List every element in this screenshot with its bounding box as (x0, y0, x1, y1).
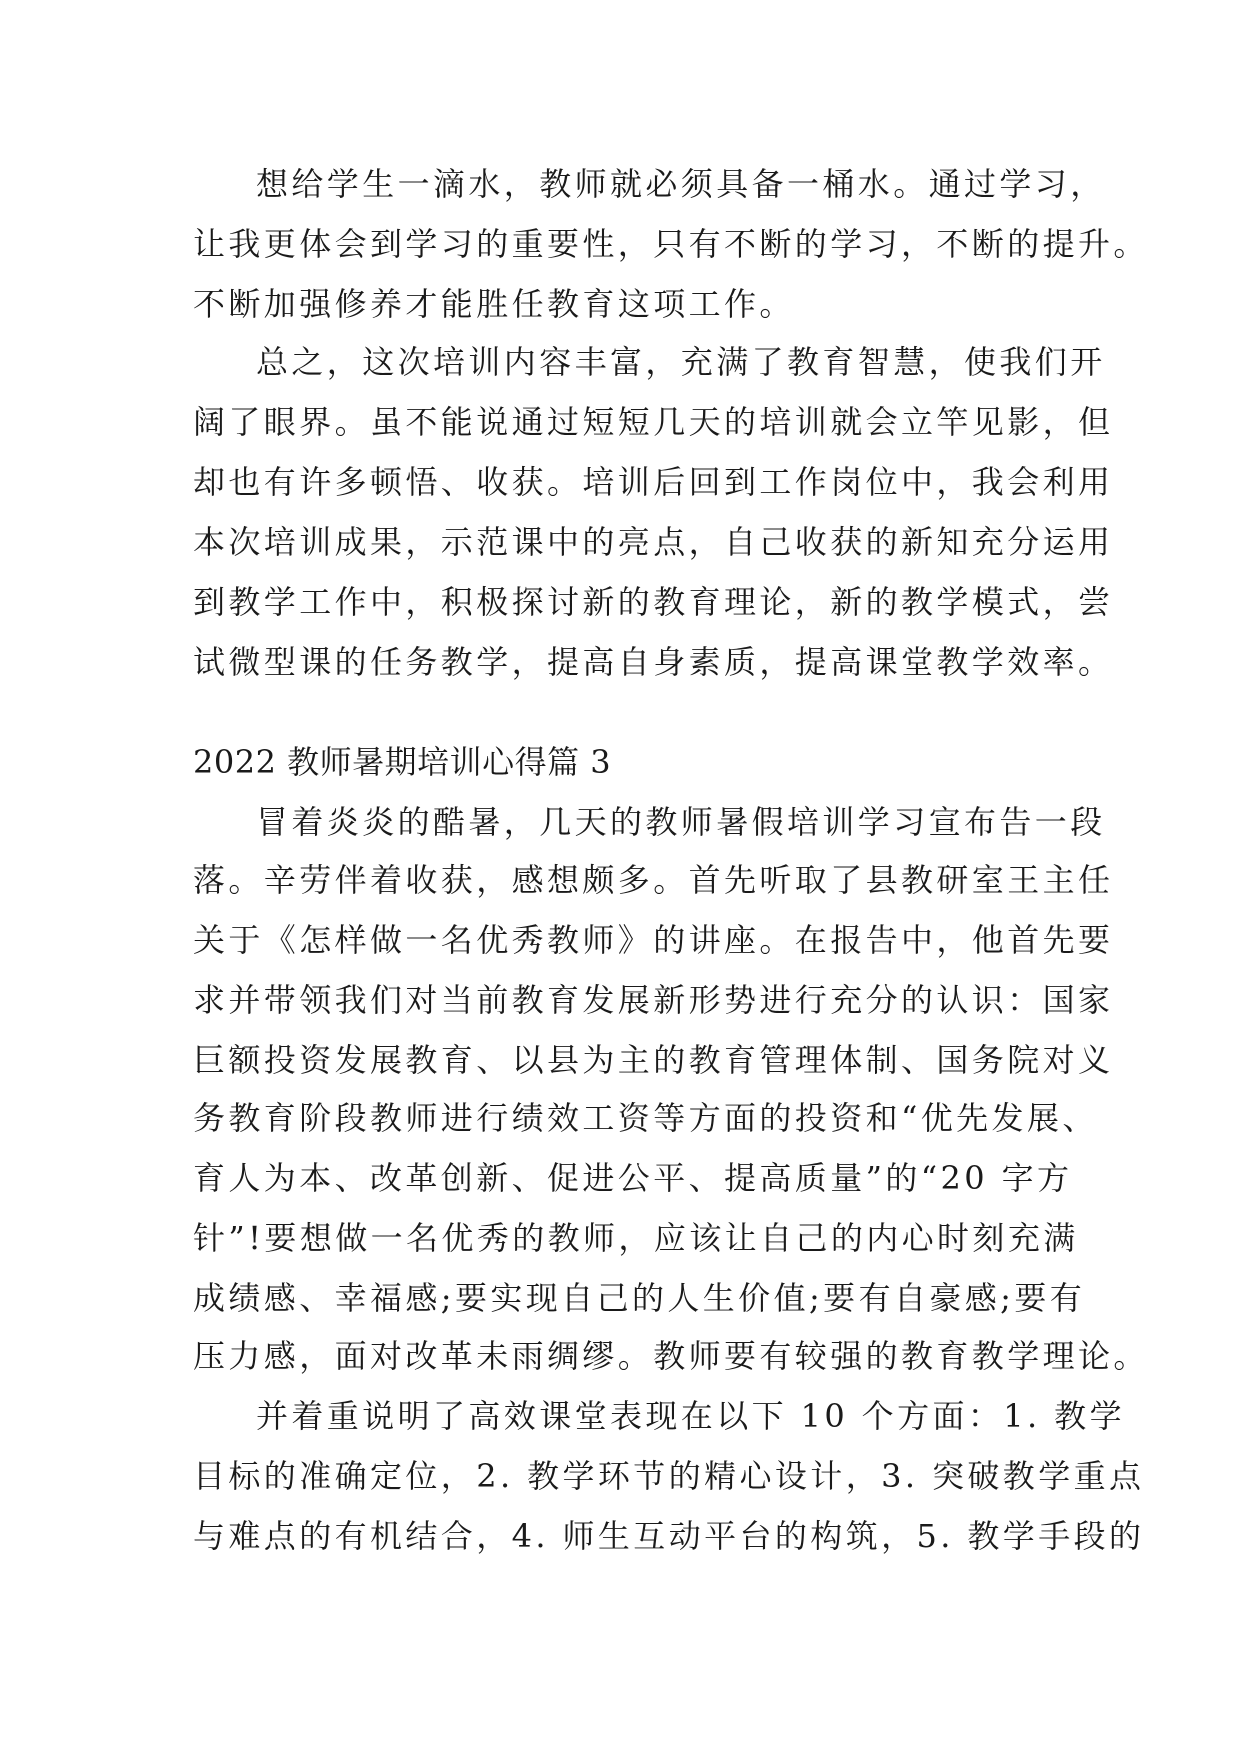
paragraph-line: 本次培训成果，示范课中的亮点，自己收获的新知充分运用 (193, 523, 1114, 561)
paragraph-line: 不断加强修养才能胜任教育这项工作。 (193, 285, 795, 323)
paragraph-line: 落。辛劳伴着收获，感想颇多。首先听取了县教研室王主任 (193, 861, 1114, 899)
section-heading: 2022 教师暑期培训心得篇 3 (193, 743, 612, 781)
paragraph-line: 关于《怎样做一名优秀教师》的讲座。在报告中，他首先要 (193, 921, 1114, 959)
paragraph-line: 针”!要想做一名优秀的教师，应该让自己的内心时刻充满 (193, 1219, 1079, 1257)
paragraph-line: 阔了眼界。虽不能说通过短短几天的培训就会立竿见影，但 (193, 403, 1114, 441)
paragraph-line: 让我更体会到学习的重要性，只有不断的学习，不断的提升。 (193, 225, 1149, 263)
paragraph-line: 却也有许多顿悟、收获。培训后回到工作岗位中，我会利用 (193, 463, 1114, 501)
paragraph-line: 压力感，面对改革未雨绸缪。教师要有较强的教育教学理论。 (193, 1337, 1149, 1375)
paragraph-line: 目标的准确定位，2. 教学环节的精心设计，3. 突破教学重点 (193, 1457, 1145, 1495)
paragraph-line: 总之，这次培训内容丰富，充满了教育智慧，使我们开 (256, 343, 1106, 381)
paragraph-line: 到教学工作中，积极探讨新的教育理论，新的教学模式，尝 (193, 583, 1114, 621)
paragraph-line: 想给学生一滴水，教师就必须具备一桶水。通过学习， (256, 165, 1106, 203)
paragraph-line: 巨额投资发展教育、以县为主的教育管理体制、国务院对义 (193, 1041, 1114, 1079)
paragraph-line: 冒着炎炎的酷暑，几天的教师暑假培训学习宣布告一段 (256, 803, 1106, 841)
paragraph-line: 育人为本、改革创新、促进公平、提高质量”的“20 字方 (193, 1159, 1073, 1197)
paragraph-line: 试微型课的任务教学，提高自身素质，提高课堂教学效率。 (193, 643, 1114, 681)
paragraph-line: 务教育阶段教师进行绩效工资等方面的投资和“优先发展、 (193, 1099, 1098, 1137)
paragraph-line: 成绩感、幸福感;要实现自己的人生价值;要有自豪感;要有 (193, 1279, 1086, 1317)
paragraph-line: 并着重说明了高效课堂表现在以下 10 个方面：1. 教学 (256, 1397, 1125, 1435)
paragraph-line: 求并带领我们对当前教育发展新形势进行充分的认识：国家 (193, 981, 1114, 1019)
paragraph-line: 与难点的有机结合，4. 师生互动平台的构筑，5. 教学手段的 (193, 1517, 1145, 1555)
